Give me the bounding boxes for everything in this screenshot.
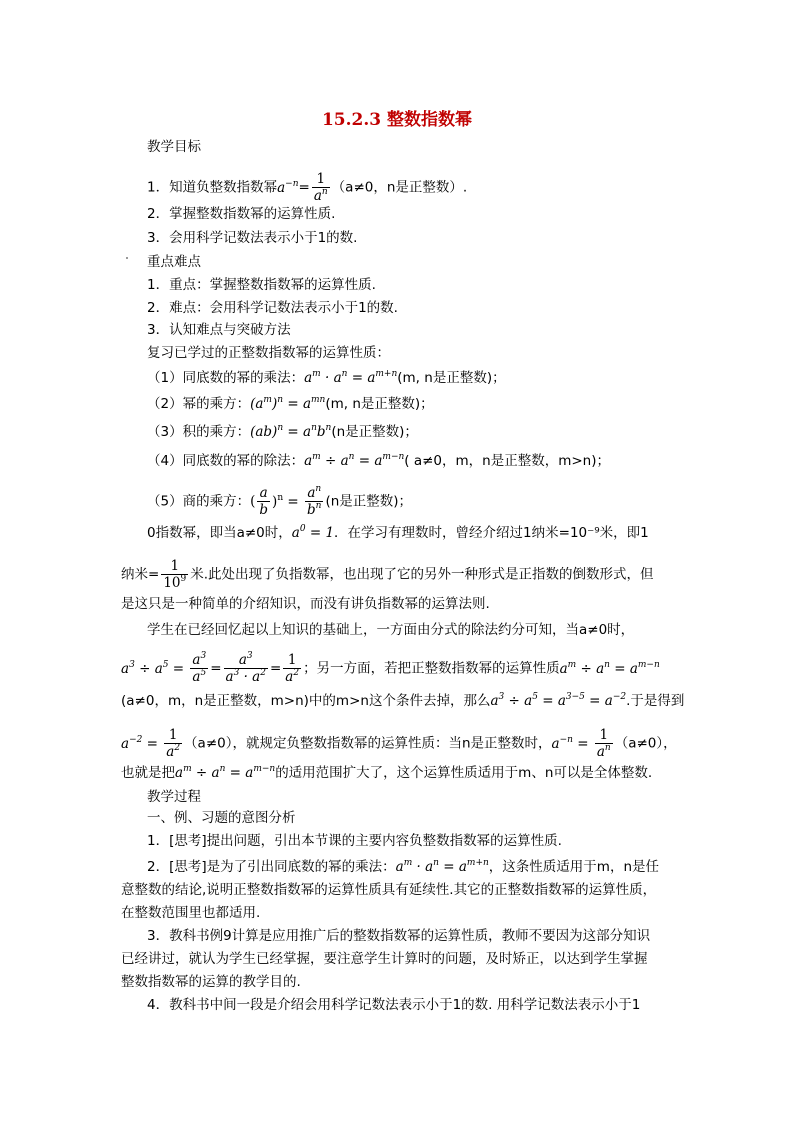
property-2: （2）幂的乘方：$(a^m)^n = a^{mn}(m$, n是正整数)；: [147, 395, 434, 412]
item-3-line-2: 已经讲过，就认为学生已经掌握，要注意学生计算时的问题，及时矫正，以达到学生掌握: [121, 951, 648, 967]
item-2-line-1: 2．[思考]是为了引出同底数的幂的乘法：$a^m \cdot a^n = a^{m+n}$，这条性质适用于m，n是任: [147, 858, 660, 875]
item-3-line-1: 3．教科书例9计算是应用推广后的整数指数幂的运算性质，教师不要因为这部分知识: [147, 928, 651, 944]
nanometer-line: 纳米= $\frac{1}{10^9}$ 米.此处出现了负指数幂，也出现了它的另外一种形式是正指数的倒数形式，但: [121, 558, 654, 591]
intro-line: 是这只是一种简单的介绍知识，而没有讲负指数幂的运算法则.: [121, 596, 490, 612]
item-2-line-3: 在整数范围里也都适用.: [121, 905, 261, 921]
fraction-1-over-an: $\frac{1}{a^n}$: [313, 171, 328, 204]
review-line: 复习已学过的正整数指数幂的运算性质：: [147, 345, 390, 361]
item-4: 4．教科书中间一段是介绍会用科学记数法表示小于1的数. 用科学记数法表示小于1: [147, 997, 641, 1013]
process-subheading: 一、例、习题的意图分析: [147, 810, 296, 826]
student-line-4: $a^{-2}$ = $\frac{1}{a^2}$ （a≠0），就规定负整数指数幂的运算性质：当n是正整数时，$a^{-n}$ = $\frac{1}{a^n}$ （a≠0），: [121, 727, 677, 760]
property-1: （1）同底数的幂的乘法：$a^m \cdot a^n = a^{m+n}(m$, n是正整数)；: [147, 369, 506, 386]
property-5: （5）商的乘方：( $\frac{a}{b}$ )$^n$ = $\frac{a^n}{b^n}$ (n是正整数)；: [147, 484, 413, 518]
item-1: 1．[思考]提出问题，引出本节课的主要内容负整数指数幂的运算性质.: [147, 833, 562, 849]
key-1: 1．重点：掌握整数指数幂的运算性质.: [147, 277, 376, 293]
key-2: 2．难点：会用科学记数法表示小于1的数.: [147, 300, 398, 316]
stray-dot: [126, 257, 128, 259]
student-line-1: 学生在已经回忆起以上知识的基础上，一方面由分式的除法约分可知，当a≠0时，: [147, 622, 635, 638]
item-2-line-2: 意整数的结论,说明正整数指数幂的运算性质具有延续性.其它的正整数指数幂的运算性质，: [121, 882, 657, 898]
goal-1: 1．知道负整数指数幂$a^{-n}=$ $\frac{1}{a^n}$ （a≠0，n是正整数）.: [147, 171, 468, 204]
student-line-2: $a^3 \div a^5$ = $\frac{a^3}{a^5}$ = $\frac{a^3}{a^3 \cdot a^2}$ = $\frac{1}{a^2}$ ；另一方面，若把正整数指数幂的运算性质$a^m \div a^n = a^{m-n}$: [121, 651, 660, 685]
property-3: （3）积的乘方：$(ab)^n = a^nb^n(n$是正整数)；: [147, 423, 418, 440]
goal-3: 3．会用科学记数法表示小于1的数.: [147, 230, 358, 246]
goals-heading: 教学目标: [147, 139, 201, 155]
key-3: 3．认知难点与突破方法: [147, 322, 291, 338]
zero-exp-line: 0指数幂，即当a≠0时，$a^0 = 1$．在学习有理数时，曾经介绍过1纳米=10⁻⁹米，即1: [147, 524, 649, 541]
process-heading: 教学过程: [147, 789, 201, 805]
property-4: （4）同底数的幂的除法：$a^m \div a^n = a^{m-n}$( a≠0，m，n是正整数，m>n)；: [147, 452, 611, 469]
goal-2: 2．掌握整数指数幂的运算性质.: [147, 206, 336, 222]
student-line-5: 也就是把$a^m \div a^n = a^{m-n}$的适用范围扩大了，这个运算性质适用于m、n可以是全体整数.: [121, 764, 653, 781]
formula-neg-power: $a^{-n}$: [277, 178, 299, 196]
item-3-line-3: 整数指数幂的运算的教学目的.: [121, 974, 301, 990]
key-heading: 重点难点: [147, 254, 201, 270]
student-line-3: (a≠0，m，n是正整数，m>n)中的m>n这个条件去掉，那么$a^3 \div a^5 = a^{3-5} = a^{-2}$.于是得到: [121, 692, 685, 709]
page-title: 15.2.3 整数指数幂: [321, 110, 473, 130]
